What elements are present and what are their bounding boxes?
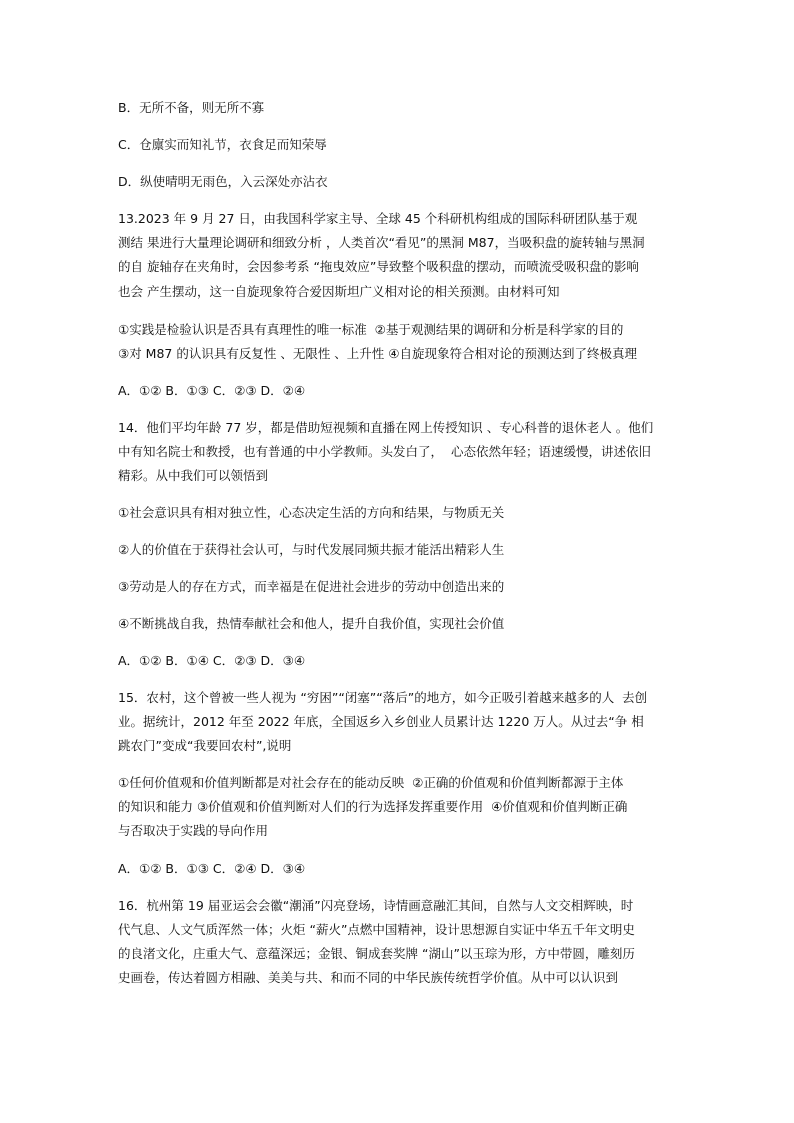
q13-statements-line-2: ③对 M87 的认识具有反复性 、无限性 、上升性 ④自旋现象符合相对论的预测达到了终极真理 (118, 346, 637, 361)
q13-statements-line-1: ①实践是检验认识是否具有真理性的唯一标准 ②基于观测结果的调研和分析是科学家的目的 (118, 322, 624, 337)
q13-stem-line-1: 13.2023 年 9 月 27 日，由我国科学家主导、全球 45 个科研机构组成的国际科研团队基于观 (118, 211, 638, 226)
q15-stem-line-2: 业。据统计，2012 年至 2022 年底，全国返乡入乡创业人员累计达 1220 万人。从过去“争 相 (118, 714, 644, 729)
q15-statements-line-2: 的知识和能力 ③价值观和价值判断对人们的行为选择发挥重要作用 ④价值观和价值判断正确 (118, 799, 628, 814)
q15-stem-line-1: 15．农村，这个曾被一些人视为 “穷困”“闭塞”“落后”的地方，如今正吸引着越来越多的人 去创 (118, 690, 648, 705)
q14-statement-1: ①社会意识具有相对独立性，心态决定生活的方向和结果，与物质无关 (118, 505, 505, 520)
q15-statements-line-3: 与否取决于实践的导向作用 (118, 823, 269, 838)
q14-answer-options: A．①② B．①④ C．②③ D．③④ (118, 653, 306, 668)
q13-stem-line-2: 测结 果进行大量理论调研和细致分析 ，人类首次“看见”的黑洞 M87，当吸积盘的旋转轴与黑洞 (118, 235, 645, 250)
q16-stem-line-3: 的良渚文化，庄重大气、意蕴深远；金银、铜成套奖牌 “湖山”以玉琮为形，方中带圆，雕刻历 (118, 946, 635, 961)
q14-stem-line-2: 中有知名院士和教授，也有普通的中小学教师。头发白了， 心态依然年轻；语速缓慢，讲述依旧 (118, 444, 651, 459)
q16-stem-line-2: 代气息、人文气质浑然一体；火炬 “薪火”点燃中国精神，设计思想源自实证中华五千年文明史 (118, 922, 635, 937)
option-d-q12: D．纵使晴明无雨色，入云深处亦沾衣 (118, 174, 328, 189)
q13-answer-options: A．①② B．①③ C．②③ D．②④ (118, 383, 306, 398)
q15-stem-line-3: 跳农门”变成“我要回农村”,说明 (118, 738, 292, 753)
q14-stem-line-3: 精彩。从中我们可以领悟到 (118, 468, 269, 483)
q15-statements-line-1: ①任何价值观和价值判断都是对社会存在的能动反映 ②正确的价值观和价值判断都源于主体 (118, 775, 624, 790)
option-b-q12: B．无所不备，则无所不寡 (118, 100, 265, 115)
q14-statement-4: ④不断挑战自我，热情奉献社会和他人，提升自我价值，实现社会价值 (118, 616, 505, 631)
q13-stem-line-4: 也会 产生摆动，这一自旋现象符合爱因斯坦广义相对论的相关预测。由材料可知 (118, 284, 560, 299)
q14-stem-line-1: 14．他们平均年龄 77 岁，都是借助短视频和直播在网上传授知识 、专心科普的退休老人 。他们 (118, 420, 654, 435)
option-c-q12: C．仓廪实而知礼节，衣食足而知荣辱 (118, 137, 327, 152)
q14-statement-3: ③劳动是人的存在方式，而幸福是在促进社会进步的劳动中创造出来的 (118, 579, 505, 594)
q13-stem-line-3: 的自 旋轴存在夹角时，会因参考系 “拖曳效应”导致整个吸积盘的摆动，而喷流受吸积盘的影响 (118, 259, 639, 274)
q16-stem-line-4: 史画卷，传达着圆方相融、美美与共、和而不同的中华民族传统哲学价值。从中可以认识到 (118, 970, 619, 985)
q14-statement-2: ②人的价值在于获得社会认可，与时代发展同频共振才能活出精彩人生 (118, 542, 505, 557)
q16-stem-line-1: 16．杭州第 19 届亚运会会徽“潮涌”闪亮登场，诗情画意融汇其间，自然与人文交相辉映，时 (118, 898, 634, 913)
q15-answer-options: A．①② B．①③ C．②④ D．③④ (118, 861, 306, 876)
